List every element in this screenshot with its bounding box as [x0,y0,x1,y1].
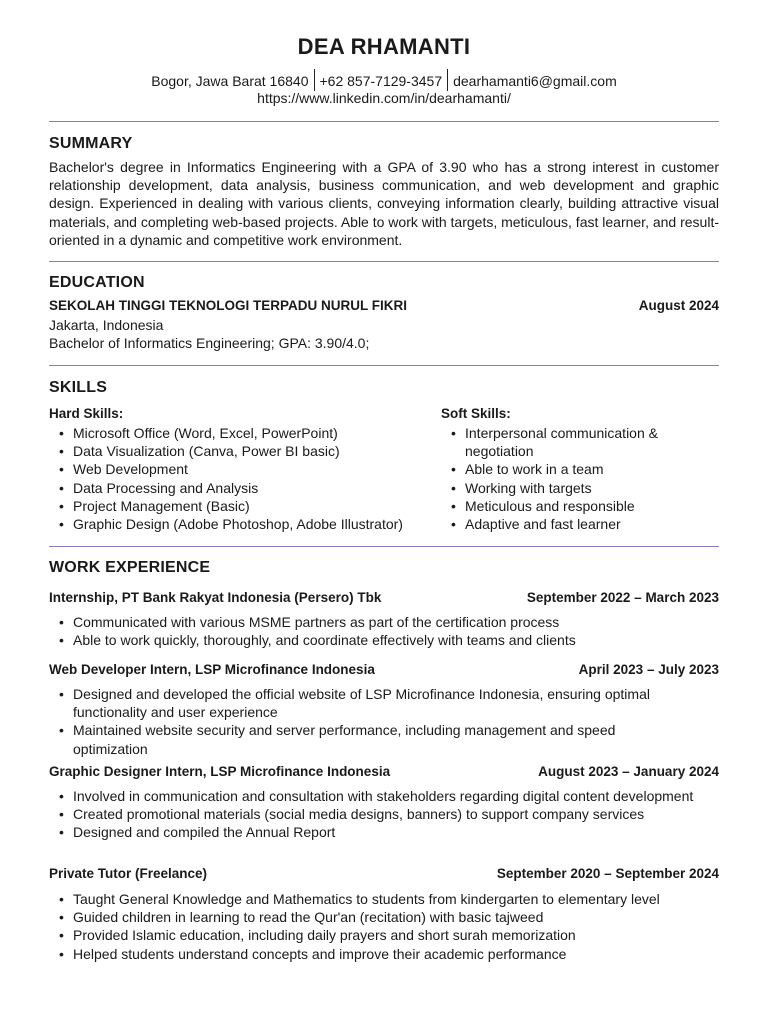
soft-skills-heading: Soft Skills: [441,406,511,421]
job-row [49,590,719,605]
summary-heading: SUMMARY [49,135,133,152]
job-row [49,662,719,677]
job-date: September 2022 – March 2023 [526,590,719,605]
linkedin-link[interactable]: https://www.linkedin.com/in/dearhamanti/ [257,90,511,106]
list-item: • Microsoft Office (Word, Excel, PowerPoint) [49,424,434,442]
school-name: SEKOLAH TINGGI TEKNOLOGI TERPADU NURUL FIKRI [49,298,408,313]
list-item: • Data Processing and Analysis [49,479,434,497]
hard-skills-heading: Hard Skills: [49,406,124,421]
list-item: • Data Visualization (Canva, Power BI basic) [49,442,434,460]
job-bullets [49,613,719,649]
job-title: Private Tutor (Freelance) [49,866,208,881]
list-item: • Graphic Design (Adobe Photoshop, Adobe Illustrator) [49,515,434,533]
list-item: • Taught General Knowledge and Mathematics to students from kindergarten to elementary level [49,890,689,908]
section-divider [49,365,719,366]
list-item: • Guided children in learning to read the Qur'an (recitation) with basic tajweed [49,908,689,926]
job-date: August 2023 – January 2024 [538,764,719,779]
section-divider [49,546,719,547]
candidate-name: DEA RHAMANTI [297,34,471,59]
list-item: • Provided Islamic education, including daily prayers and short surah memorization [49,926,689,944]
job-date: April 2023 – July 2023 [578,662,719,677]
education-row [49,298,719,313]
phone-text: +62 857-7129-3457 [319,73,443,89]
graduation-date: August 2024 [638,298,719,313]
skills-heading: SKILLS [49,379,108,396]
list-item: • Designed and compiled the Annual Report [49,823,704,841]
list-item: • Helped students understand concepts and improve their academic performance [49,945,689,963]
job-row [49,866,719,881]
job-date: September 2020 – September 2024 [496,866,719,881]
list-item: • Maintained website security and server performance, including management and speed optimization [49,721,674,757]
list-item: • Able to work quickly, thoroughly, and coordinate effectively with teams and clients [49,631,719,649]
education-heading: EDUCATION [49,274,145,291]
list-item: • Communicated with various MSME partners as part of the certification process [49,613,719,631]
hard-skills-list [49,424,434,533]
list-item: • Created promotional materials (social media designs, banners) to support company services [49,805,704,823]
contact-divider [447,69,448,91]
list-item: • Project Management (Basic) [49,497,434,515]
list-item: • Adaptive and fast learner [441,515,711,533]
job-title: Graphic Designer Intern, LSP Microfinance Indonesia [49,764,391,779]
list-item: • Working with targets [441,479,711,497]
job-row [49,764,719,779]
location-text: Bogor, Jawa Barat 16840 [151,73,309,89]
contact-divider [314,69,315,91]
job-bullets [49,890,689,963]
summary-text: Bachelor's degree in Informatics Engineering with a GPA of 3.90 who has a strong interest in customer relationship development, data analysis, business communication, and web development and graphic design. Experienced in dealing with various clients, conveying information clearly, building attractive visual materials, and completing web-based projects. Able to work with targets, meticulous, fast learner, and result-oriented in a dynamic and competitive work environment. [49,159,719,248]
list-item: • Able to work in a team [441,460,711,478]
job-bullets [49,685,674,758]
job-bullets [49,787,704,842]
job-title: Internship, PT Bank Rakyat Indonesia (Persero) Tbk [49,590,382,605]
list-item: • Meticulous and responsible [441,497,711,515]
section-divider [49,261,719,262]
section-divider [49,121,719,122]
email-link[interactable]: dearhamanti6@gmail.com [453,73,617,89]
school-location: Jakarta, Indonesia [49,317,164,333]
soft-skills-list [441,424,711,533]
list-item: • Involved in communication and consultation with stakeholders regarding digital content development [49,787,704,805]
experience-heading: WORK EXPERIENCE [49,559,211,576]
list-item: • Web Development [49,460,434,478]
list-item: • Interpersonal communication & negotiation [441,424,711,460]
contact-line [0,69,768,91]
degree-text: Bachelor of Informatics Engineering; GPA: 3.90/4.0; [49,335,370,351]
job-title: Web Developer Intern, LSP Microfinance Indonesia [49,662,375,677]
list-item: • Designed and developed the official website of LSP Microfinance Indonesia, ensuring optimal functionality and user experience [49,685,674,721]
